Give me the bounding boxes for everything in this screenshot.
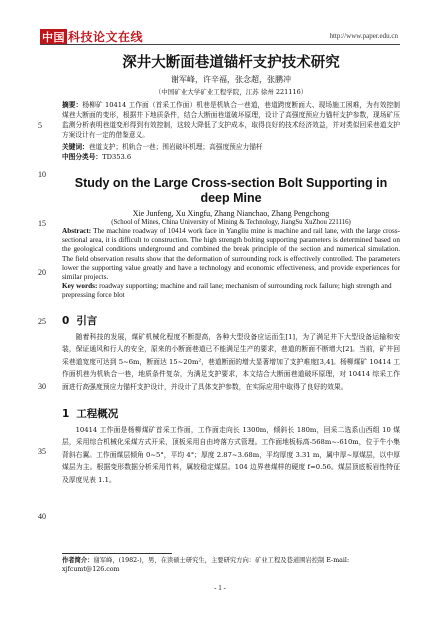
affiliation-cn: （中国矿业大学矿业工程学院，江苏 徐州 221116） (154, 88, 308, 96)
abstract-cn-text: 杨柳矿 10414 工作面（首采工作面）机巷是机轨合一巷道，巷道跨度断面大、现场施工困难，为有效控制煤巷大断面的变形，根据井下地质条件，结合大断面巷道破坏原理，设计了高强度预应力锚杆支护参数，现场矿压监测分析表明巷道变形得到有效控制，这较大降低了支护成本，取得良好的技术经济效益，并对类似回采巷道支护方案设计有一定的借鉴意义。 (62, 101, 400, 139)
classification-code (62, 152, 400, 162)
introduction-paragraph: 随着科技的发展，煤矿机械化程度不断提高，各种大型设备应运而生[1]，为了满足井下大型设备运输和安装，保证通风和行人的安全，原来的小断面巷道已不能满足生产的要求，巷道的断面不断增大[2]。当前，矿井回采巷道宽度可达到 5~6m，断面达 15~20m²，巷道断面的增大显著增加了支护难度[3,4]。杨柳煤矿 10414 工作面机巷为机轨合一巷，地质条件复杂，为满足支护要求，本文结合大断面巷道破坏原理，对 10414 综采工作面进行高强度预应力锚杆支护设计，并设计了具体支护参数，在实际应用中取得了良好的效果。 (62, 332, 400, 391)
authors-en: Xie Junfeng, Xu Xingfu, Zhang Nianchao, Zhang Pengchong (132, 209, 330, 218)
section-number: 1 (62, 407, 70, 420)
section-title: 工程概况 (76, 407, 119, 420)
header-rule (40, 44, 400, 45)
paper-body (62, 50, 400, 487)
footnote-rule (62, 553, 172, 554)
authors-cn: 谢军峰，许辛福，张念超，张鹏冲 (171, 75, 291, 84)
logo-badge: 中国 (42, 31, 65, 44)
line-number: 25 (38, 317, 46, 326)
line-number: 20 (38, 268, 46, 277)
clc-label: 中图分类号： (62, 153, 103, 161)
site-logo[interactable] (40, 28, 143, 45)
keywords-cn-text: 巷道支护；机轨合一巷；围岩破坏机理；高强度预应力锚杆 (88, 143, 263, 151)
keywords-en-text: roadway supporting; machine and rail lane; mechanism of surrounding rock failure; high strength and prepressing force blot (62, 282, 392, 300)
keywords-cn (62, 142, 400, 152)
line-number: 35 (38, 447, 46, 456)
line-number: 30 (38, 382, 46, 391)
abstract-en-text: The machine roadway of 10414 work face in Yangliu mine is machine and rail lane, with the large cross-sectional area, it is difficult to construction. The high strength bolting supporting parameters is determined based on the geological conditions underground and combined the break principle of the section and numerical simulation. The field observation results show that the deformation of surrounding rock is effectively controlled. The parameters lower the supporting value greatly and have a technology and economic effectiveness, and provide experiences for similar projects. (62, 227, 400, 282)
page-header (0, 0, 440, 44)
footnote-label: 作者简介： (62, 557, 94, 564)
abstract-en-label: Abstract: (62, 227, 92, 235)
author-footnote (62, 556, 400, 574)
abstract-en (62, 227, 400, 282)
overview-paragraph: 10414 工作面是杨柳煤矿首采工作面，工作面走向长 1300m，倾斜长 180m，回采二选系山西组 10 煤层，采用综合机械化采煤方式开采，顶板采用自由垮落方式管理。工作面地板标高-568m~-610m，位于牛小集背斜右翼。工作面煤层倾角 0~5°，平均 4°；厚度 2.87~3.68m，平均厚度 3.31 m，属中厚~厚煤层，以中厚煤层为主。根据变形数据分析采用竹料，属较稳定煤层。104 边界巷煤样的硬度 f=0.56。煤层顶底板岩性特征及厚度见表 1.1。 (62, 425, 400, 484)
section-heading-introduction (62, 313, 400, 328)
line-number: 40 (38, 512, 46, 521)
section-number: 0 (62, 314, 70, 327)
site-url[interactable]: http://www.paper.edu.cn (329, 32, 398, 40)
line-number: 10 (38, 170, 46, 179)
page-number: - 1 - (214, 584, 226, 592)
logo-text: 科技论文在线 (68, 30, 144, 44)
footnote-text: 谢军峰，(1982-)，男，在读硕士研究生，主要研究方向：矿业工程及巷道围岩控制 E-mail: xjfcumt@126.com (62, 557, 350, 573)
line-number: 15 (38, 219, 46, 228)
title-en: Study on the Large Cross-section Bolt Supporting in deep Mine (74, 176, 388, 205)
line-number: 5 (38, 121, 42, 130)
keywords-en-label: Key words: (62, 282, 98, 291)
abstract-cn (62, 100, 400, 140)
title-cn: 深井大断面巷道锚杆支护技术研究 (122, 55, 340, 71)
section-heading-overview (62, 406, 400, 421)
keywords-en (62, 282, 400, 300)
affiliation-en: (School of Mines, China University of Mining & Technology, JiangSu XuZhou 221116) (111, 219, 351, 226)
section-title: 引言 (76, 314, 98, 327)
abstract-cn-label: 摘要： (62, 101, 83, 109)
clc-value: TD353.6 (102, 153, 132, 161)
keywords-cn-label: 关键词： (62, 143, 89, 151)
